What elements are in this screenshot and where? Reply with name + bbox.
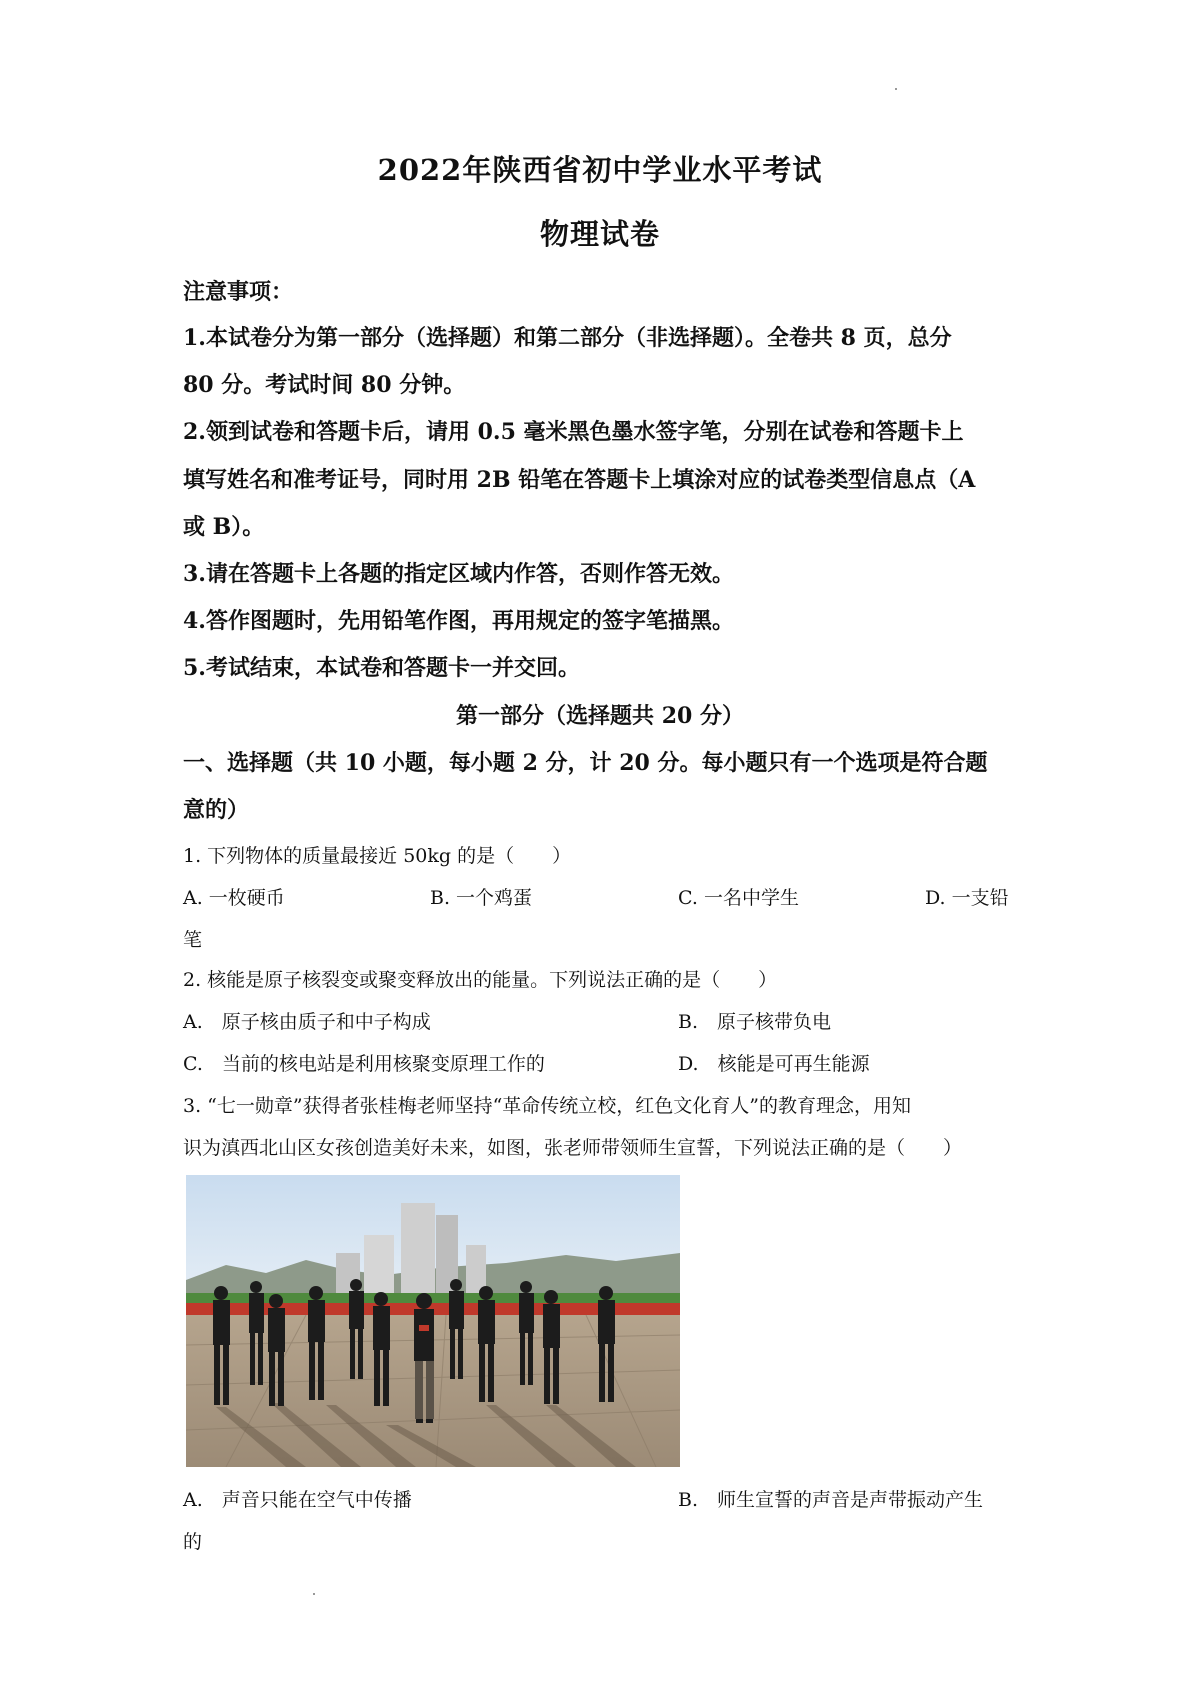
notice-line: 5.考试结束，本试卷和答题卡一并交回。 [183,655,580,681]
q3-option-b-cont: 的 [183,1531,203,1553]
q3-option-b: B. 师生宣誓的声音是声带振动产生 [678,1489,984,1511]
notice-line: 填写姓名和准考证号，同时用 2B 铅笔在答题卡上填涂对应的试卷类型信息点（A [183,467,976,493]
scan-speck [895,88,897,90]
q2-option-c: C. 当前的核电站是利用核聚变原理工作的 [183,1053,545,1075]
q2-option-b: B. 原子核带负电 [678,1011,832,1033]
scan-speck [313,1593,315,1595]
section-heading: 一、选择题（共 10 小题，每小题 2 分，计 20 分。每小题只有一个选项是符合题 [183,750,988,776]
q1-option-d-cont: 笔 [183,929,203,951]
section-heading-cont: 意的） [183,797,250,823]
q3-stem-line2: 识为滇西北山区女孩创造美好未来，如图，张老师带领师生宣誓，下列说法正确的是（ ） [183,1137,963,1159]
part1-heading: 第一部分（选择题共 20 分） [456,703,744,729]
notice-heading: 注意事项： [183,279,294,305]
q1-option-c: C. 一名中学生 [678,887,799,909]
q2-option-d: D. 核能是可再生能源 [678,1053,870,1075]
q3-option-a: A. 声音只能在空气中传播 [183,1489,412,1511]
q2-option-a: A. 原子核由质子和中子构成 [183,1011,431,1033]
q1-option-a: A. 一枚硬币 [183,887,285,909]
exam-subtitle: 物理试卷 [539,217,660,251]
q2-stem: 2. 核能是原子核裂变或聚变释放出的能量。下列说法正确的是（ ） [183,969,778,991]
q1-stem: 1. 下列物体的质量最接近 50kg 的是（ ） [183,845,572,867]
q3-stem-line1: 3. “七一勋章”获得者张桂梅老师坚持“革命传统立校，红色文化育人”的教育理念，用知 [183,1095,912,1117]
exam-title: 2022年陕西省初中学业水平考试 [377,153,823,187]
notice-line: 3.请在答题卡上各题的指定区域内作答，否则作答无效。 [183,561,734,587]
notice-line: 1.本试卷分为第一部分（选择题）和第二部分（非选择题）。全卷共 8 页，总分 [183,325,952,351]
q1-option-b: B. 一个鸡蛋 [430,887,533,909]
notice-line: 2.领到试卷和答题卡后，请用 0.5 毫米黑色墨水签字笔，分别在试卷和答题卡上 [183,419,964,445]
q1-option-d: D. 一支铅 [925,887,1009,909]
notice-line: 4.答作图题时，先用铅笔作图，再用规定的签字笔描黑。 [183,608,734,634]
notice-line: 或 B）。 [183,514,265,540]
oath-ceremony-photo [186,1175,680,1467]
notice-line: 80 分。考试时间 80 分钟。 [183,372,466,398]
